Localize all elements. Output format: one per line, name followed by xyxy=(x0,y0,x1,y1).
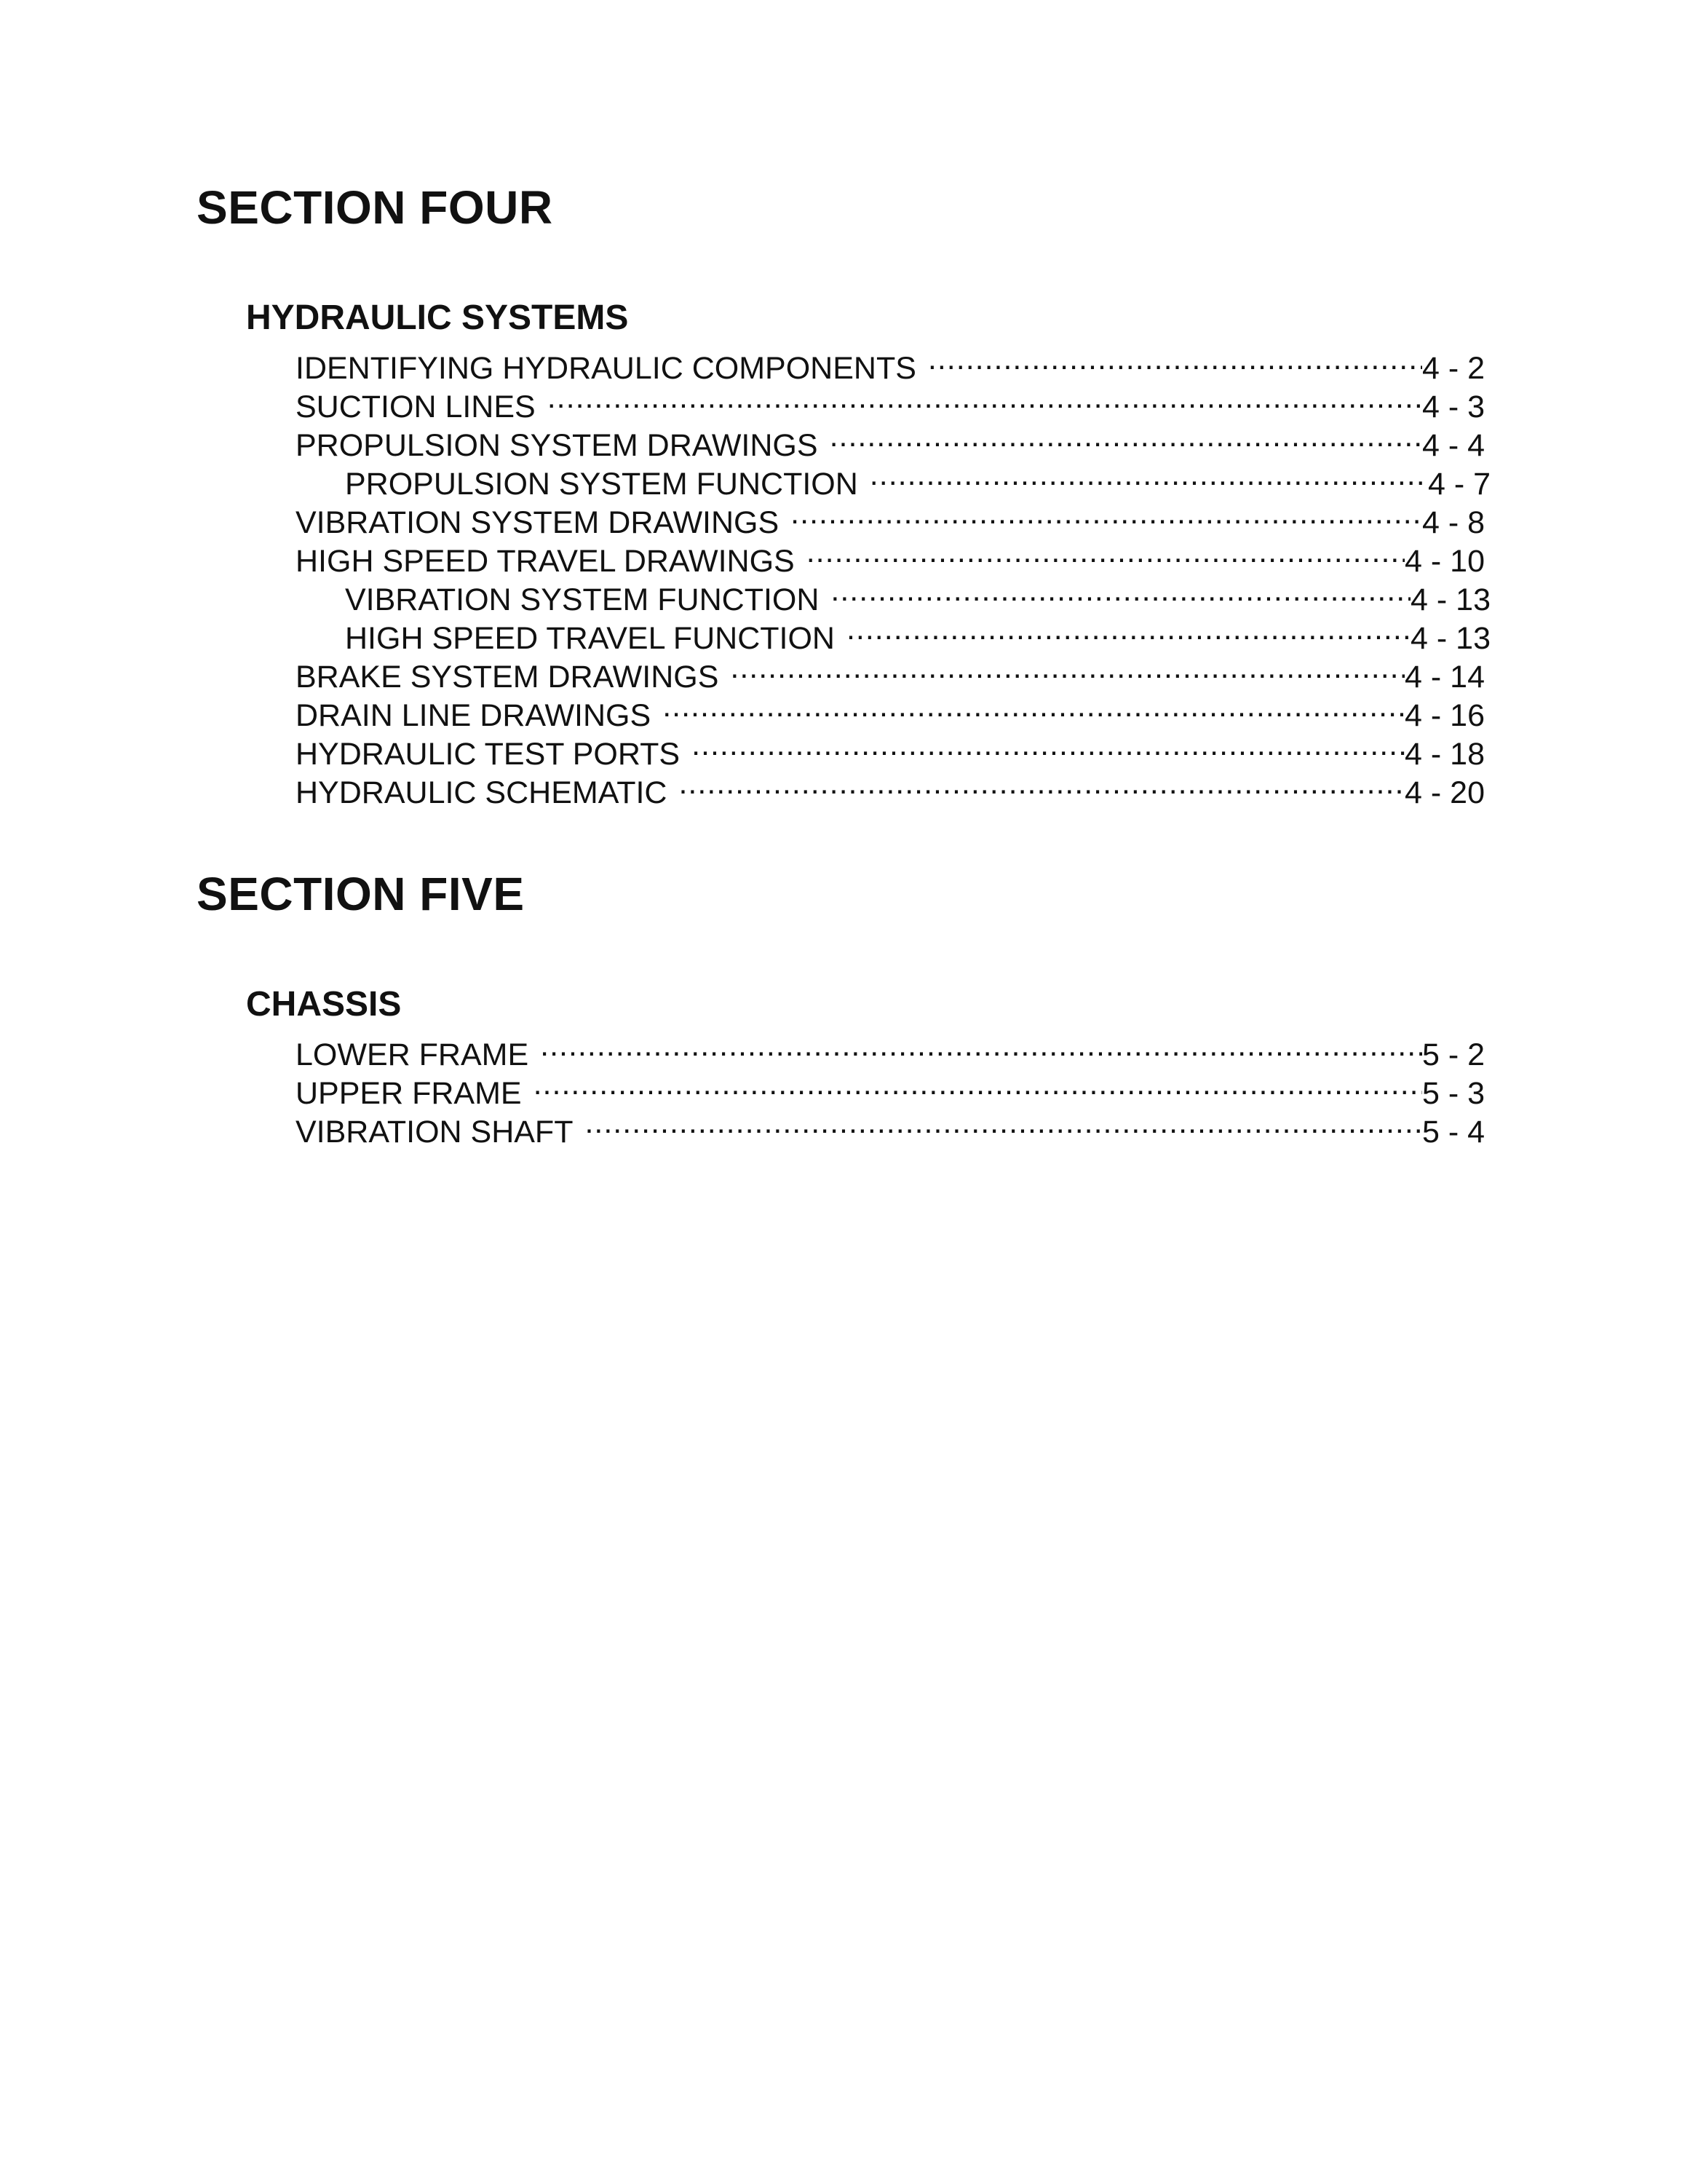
toc-entry-page: 4 - 16 xyxy=(1405,698,1485,733)
section-heading: SECTION FIVE xyxy=(197,868,525,920)
toc-entry-label: BRAKE SYSTEM DRAWINGS xyxy=(295,660,719,695)
toc-entry-page: 4 - 2 xyxy=(1421,351,1485,386)
toc-entry-label: HIGH SPEED TRAVEL FUNCTION xyxy=(345,621,835,656)
dot-leader xyxy=(584,1104,1421,1142)
toc-entry-label: PROPULSION SYSTEM FUNCTION xyxy=(345,467,858,502)
dot-leader xyxy=(691,726,1405,764)
toc-entry-label: PROPULSION SYSTEM DRAWINGS xyxy=(295,428,818,463)
toc-entry-label: SUCTION LINES xyxy=(295,389,536,424)
toc-entry-page: 5 - 2 xyxy=(1421,1037,1485,1072)
group-heading-hydraulic-systems: HYDRAULIC SYSTEMS xyxy=(246,298,629,337)
toc-entry[interactable] xyxy=(295,340,1485,386)
dot-leader xyxy=(678,764,1405,803)
toc-entry-page: 4 - 8 xyxy=(1421,505,1485,540)
toc-entry-label: LOWER FRAME xyxy=(295,1037,529,1072)
toc-entry-label: VIBRATION SYSTEM FUNCTION xyxy=(345,582,820,617)
toc-entry-page: 4 - 10 xyxy=(1405,544,1485,579)
group-heading-chassis: CHASSIS xyxy=(246,985,402,1024)
toc-entry-page: 4 - 14 xyxy=(1405,660,1485,695)
toc-entry-page: 4 - 13 xyxy=(1411,582,1491,617)
toc-entry-page: 4 - 13 xyxy=(1411,621,1491,656)
dot-leader xyxy=(846,610,1411,649)
toc-entry-label: VIBRATION SYSTEM DRAWINGS xyxy=(295,505,779,540)
dot-leader xyxy=(830,571,1411,610)
toc-list xyxy=(197,1026,1485,1150)
dot-leader xyxy=(806,533,1405,571)
toc-entry-label: HYDRAULIC SCHEMATIC xyxy=(295,775,667,810)
toc-entry-page: 4 - 4 xyxy=(1421,428,1485,463)
toc-entry-label: DRAIN LINE DRAWINGS xyxy=(295,698,651,733)
section-five xyxy=(197,865,1485,1150)
toc-entry-page: 5 - 4 xyxy=(1421,1115,1485,1150)
dot-leader xyxy=(928,340,1422,379)
section-four xyxy=(197,178,1491,810)
dot-leader xyxy=(533,1065,1422,1104)
toc-entry-page: 4 - 18 xyxy=(1405,737,1485,772)
toc-entry-page: 4 - 20 xyxy=(1405,775,1485,810)
toc-entry-label: HYDRAULIC TEST PORTS xyxy=(295,737,681,772)
dot-leader xyxy=(830,417,1422,456)
toc-list xyxy=(197,340,1491,810)
dot-leader xyxy=(662,687,1405,726)
toc-entry-page: 4 - 3 xyxy=(1421,389,1485,424)
toc-entry[interactable] xyxy=(295,1026,1485,1072)
toc-entry-label: IDENTIFYING HYDRAULIC COMPONENTS xyxy=(295,351,916,386)
toc-entry-label: VIBRATION SHAFT xyxy=(295,1115,574,1150)
dot-leader xyxy=(790,494,1422,533)
dot-leader xyxy=(540,1026,1422,1065)
dot-leader xyxy=(547,379,1422,417)
section-heading: SECTION FOUR xyxy=(197,181,553,234)
toc-entry-page: 4 - 7 xyxy=(1427,467,1491,502)
toc-entry-label: UPPER FRAME xyxy=(295,1076,522,1111)
dot-leader xyxy=(870,456,1428,494)
dot-leader xyxy=(730,649,1405,687)
toc-entry-label: HIGH SPEED TRAVEL DRAWINGS xyxy=(295,544,795,579)
toc-entry-page: 5 - 3 xyxy=(1421,1076,1485,1111)
